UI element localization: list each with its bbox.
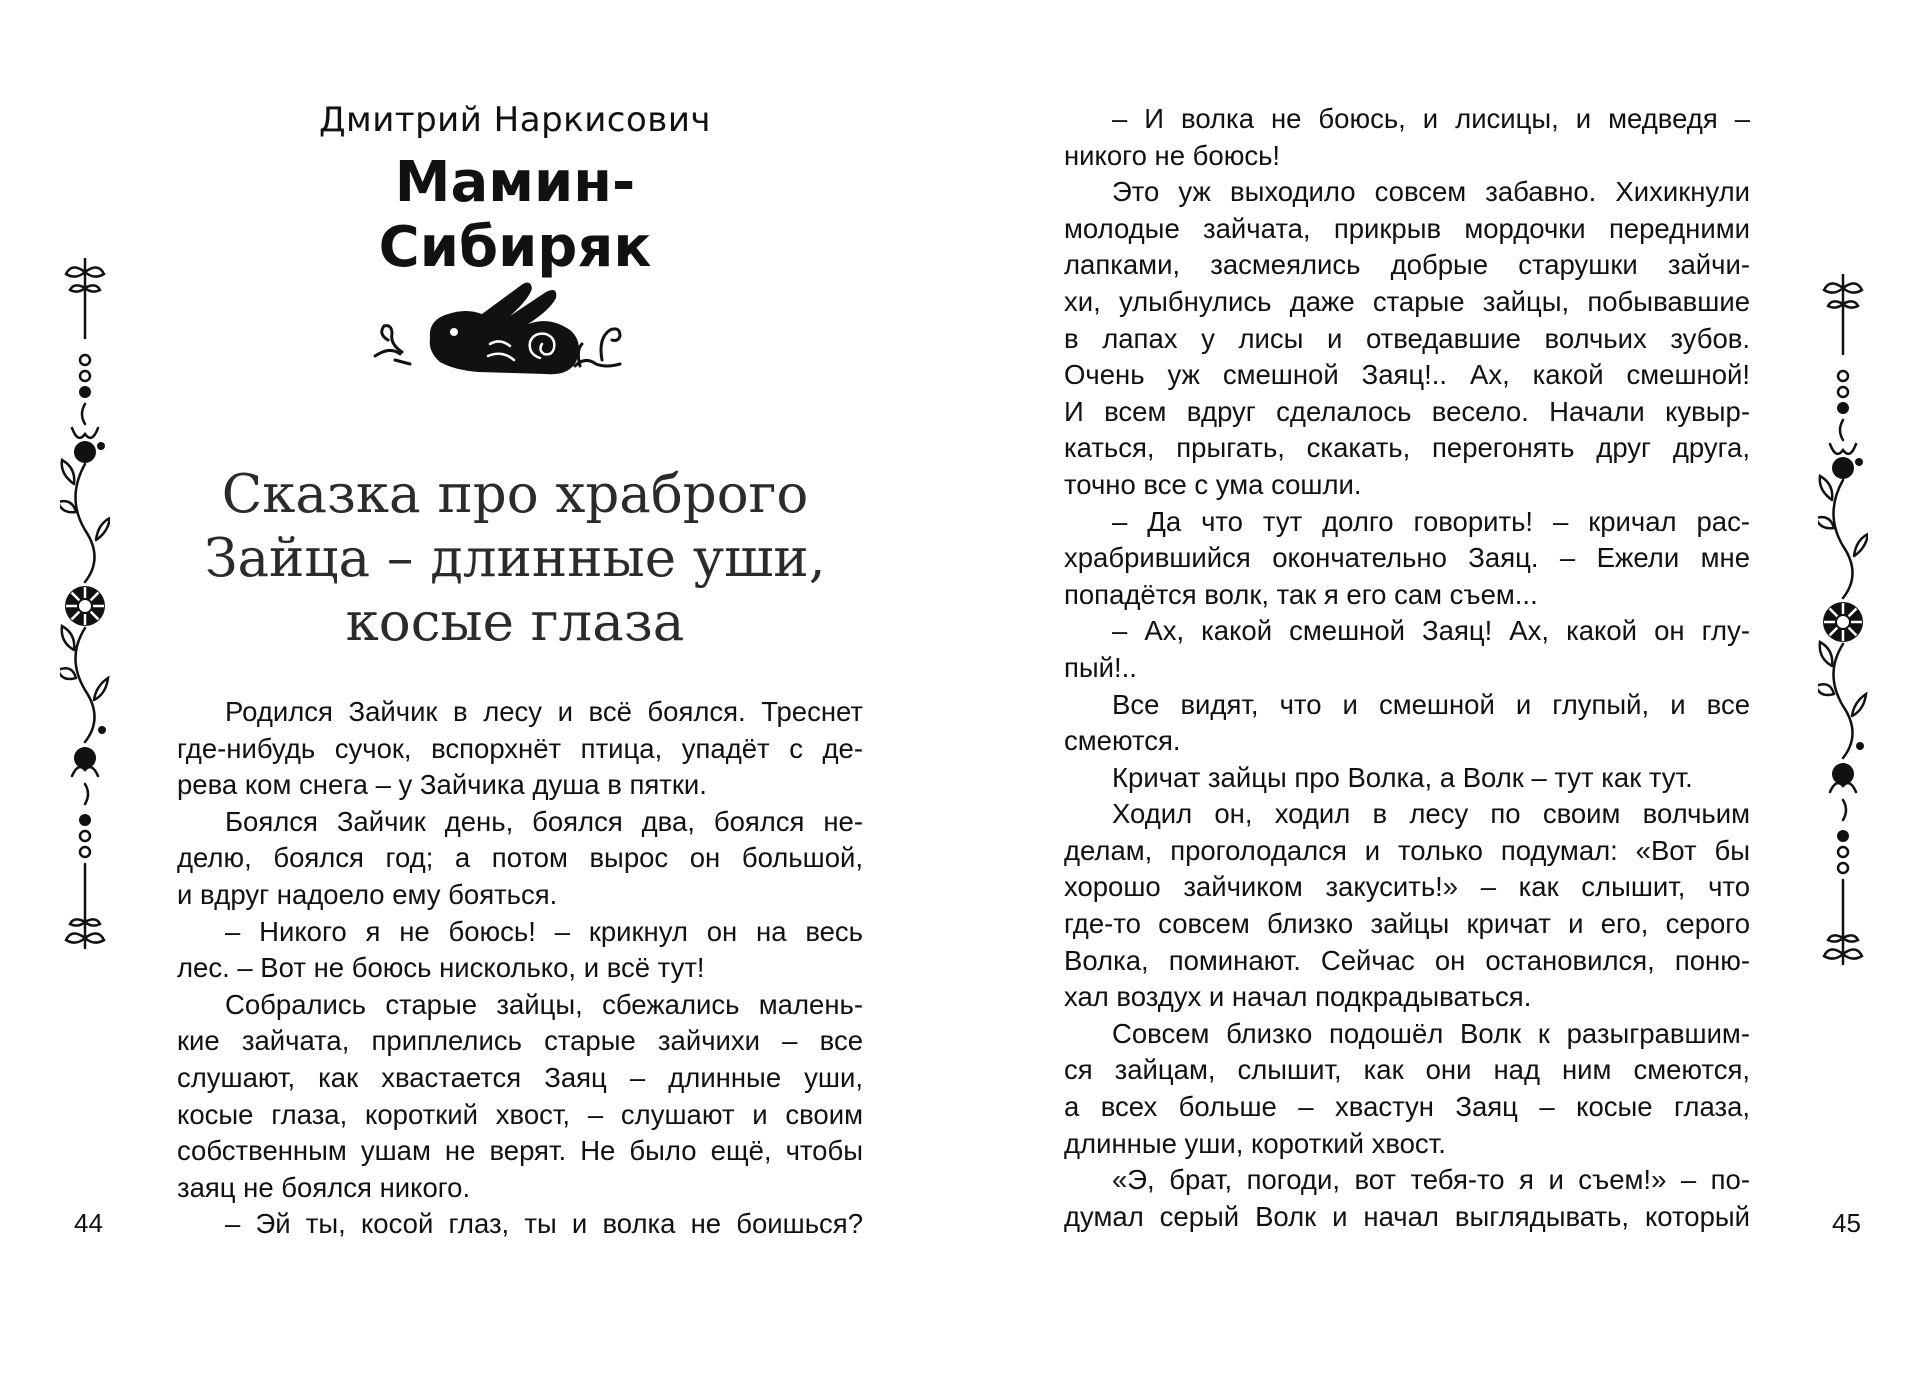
text-line: Кричат зайцы про Волка, а Волк – тут как тут. <box>1112 761 1693 793</box>
left-body-text <box>177 694 863 1243</box>
tale-title-line: косые глаза <box>345 592 685 653</box>
text-line: точно все с ума сошли. <box>1064 468 1362 500</box>
text-line: ся зайцам, слышит, как они над ним смеются, <box>1064 1054 1750 1086</box>
text-line: делам, проголодался и только подумал: «Вот бы <box>1064 834 1750 866</box>
dot-icon <box>1838 863 1848 873</box>
text-line: слушают, как хвастается Заяц – длинные уши, <box>177 1061 863 1093</box>
text-line: длинные уши, короткий хвост. <box>1064 1127 1446 1159</box>
text-line: лес. – Вот не боюсь нисколько, и всё тут! <box>177 952 705 984</box>
dot-icon <box>1856 742 1864 750</box>
vine-stem <box>76 464 95 582</box>
rabbit-icon <box>370 268 650 388</box>
text-line: заяц не боялся никого. <box>177 1171 471 1203</box>
leaf-icon <box>1820 476 1833 500</box>
text-line: косые глаза, короткий хвост, – слушают и своим <box>177 1098 863 1130</box>
bud-icon <box>74 747 96 769</box>
author-first-name: Дмитрий Наркисович <box>318 100 712 140</box>
leaf-icon <box>1818 517 1834 528</box>
text-line: а всех больше – хвастун Заяц – косые глаза, <box>1064 1091 1750 1123</box>
dot-icon <box>1837 830 1849 842</box>
text-line: и вдруг надоело ему бояться. <box>177 878 558 910</box>
text-line: – Эй ты, косой глаз, ты и волка не боишься? <box>225 1208 863 1240</box>
text-line: молодые зайчата, прикрыв мордочки передними <box>1064 212 1750 244</box>
text-line: Собрались старые зайцы, сбежались малень- <box>225 988 863 1020</box>
text-line: смеются. <box>1064 725 1181 757</box>
vine-stem <box>76 628 95 742</box>
author-last-name: Мамин-Сибиряк <box>378 150 652 280</box>
text-line: хорошо зайчиком закусить!» – как слышит, что <box>1064 871 1750 903</box>
leaf-icon <box>1830 783 1856 792</box>
text-line: лапками, засмеялись добрые старушки зайчи- <box>1064 249 1750 281</box>
dot-icon <box>1838 371 1848 381</box>
text-line: – Никого я не боюсь! – крикнул он на весь <box>225 915 863 947</box>
leaf-icon <box>94 678 108 700</box>
text-line: И всем вдруг сделалось весело. Начали кувыр- <box>1064 395 1750 427</box>
dot-icon <box>80 355 90 365</box>
dot-icon <box>1855 458 1863 466</box>
page-number: 44 <box>74 1208 103 1238</box>
leaf-icon <box>1818 684 1834 695</box>
vine-stem <box>1840 420 1843 440</box>
vine-stem <box>1843 800 1846 820</box>
tale-title-line: Зайца – длинные уши, <box>204 528 826 589</box>
text-line: храбрившийся окончательно Заяц. – Ежели мне <box>1064 542 1750 574</box>
text-line: «Э, брат, погоди, вот тебя-то я и съем!» – по- <box>1112 1164 1750 1196</box>
leaf-icon <box>1854 534 1868 556</box>
text-line: Волка, поминают. Сейчас он остановился, поню- <box>1064 944 1750 976</box>
text-line: Очень уж смешной Заяц!.. Ах, какой смешной! <box>1064 359 1750 391</box>
text-line: думал серый Волк и начал выглядывать, который <box>1064 1200 1750 1232</box>
text-line: – И волка не боюсь, и лисицы, и медведя – <box>1112 103 1750 134</box>
bud-icon <box>1832 457 1854 479</box>
right-page <box>957 0 1914 1388</box>
text-line: никого не боюсь! <box>1064 139 1281 171</box>
floral-vine-ornament <box>60 258 110 1058</box>
leaf-icon <box>1852 694 1866 716</box>
page-number: 45 <box>1832 1208 1861 1238</box>
text-line: хал воздух и начал подкрадываться. <box>1064 981 1532 1013</box>
leaf-icon <box>60 501 76 512</box>
text-line: рева ком снега – у Зайчика душа в пятки. <box>177 769 707 801</box>
text-line: Совсем близко подошёл Волк к разыгравшим- <box>1112 1017 1750 1049</box>
right-body-text <box>1064 101 1750 1235</box>
text-line: в лапах у лисы и отведавшие волчьих зубов. <box>1064 322 1750 354</box>
text-line: собственным ушам не верят. Не было ещё, чтобы <box>177 1135 863 1167</box>
text-line: – Да что тут долго говорить! – кричал рас- <box>1112 505 1750 537</box>
dot-icon <box>98 726 106 734</box>
dot-icon <box>1837 402 1849 414</box>
text-line: Ходил он, ходил в лесу по своим волчьим <box>1112 798 1750 830</box>
dot-icon <box>80 371 90 381</box>
text-line: делю, боялся год; а потом вырос он большой, <box>177 842 863 874</box>
bud-icon <box>1832 763 1854 785</box>
text-line: хи, улыбнулись даже старые зайцы, побывавшие <box>1064 285 1750 317</box>
text-line: – Ах, какой смешной Заяц! Ах, какой он глу- <box>1112 615 1750 647</box>
leaf-icon <box>62 626 75 650</box>
flower-center <box>1837 616 1849 628</box>
text-line: каться, прыгать, скакать, перегонять друг друга, <box>1064 432 1750 464</box>
bud-icon <box>74 441 96 463</box>
vine-stem <box>1834 480 1853 598</box>
text-line: Боялся Зайчик день, боялся два, боялся не- <box>225 805 863 837</box>
dot-icon <box>79 386 91 398</box>
text-line: пый!.. <box>1064 651 1137 683</box>
text-line: попадётся волк, так я его сам съем... <box>1064 578 1538 610</box>
dot-icon <box>79 814 91 826</box>
text-line: Родился Зайчик в лесу и всё боялся. Треснет <box>225 696 863 727</box>
leaf-icon <box>72 428 98 438</box>
leaf-icon <box>72 767 98 776</box>
leaf-icon <box>60 668 76 679</box>
vine-stem <box>82 404 85 424</box>
leaf-icon <box>1820 642 1833 666</box>
leaf-icon <box>62 460 75 484</box>
dot-icon <box>1838 847 1848 857</box>
dot-icon <box>97 442 105 450</box>
dot-icon <box>80 847 90 857</box>
text-line: Все видят, что и смешной и глупый, и все <box>1112 688 1750 720</box>
leaf-icon <box>1830 444 1856 454</box>
text-line: где-то совсем близко зайцы кричат и его, серого <box>1064 908 1750 940</box>
vine-stem <box>85 784 88 804</box>
floral-vine-ornament <box>1818 274 1868 1074</box>
text-line: где-нибудь сучок, вспорхнёт птица, упадёт с де- <box>177 732 863 764</box>
dot-icon <box>1838 387 1848 397</box>
tale-title-line: Сказка про храброго <box>221 464 809 525</box>
vine-stem <box>1834 644 1853 758</box>
tale-title <box>185 463 845 655</box>
leaf-icon <box>96 518 110 540</box>
dot-icon <box>80 831 90 841</box>
text-line: кие зайчата, приплелись старые зайчихи – все <box>177 1025 863 1057</box>
text-line: Это уж выходило совсем забавно. Хихикнули <box>1112 176 1750 208</box>
flower-center <box>79 600 91 612</box>
